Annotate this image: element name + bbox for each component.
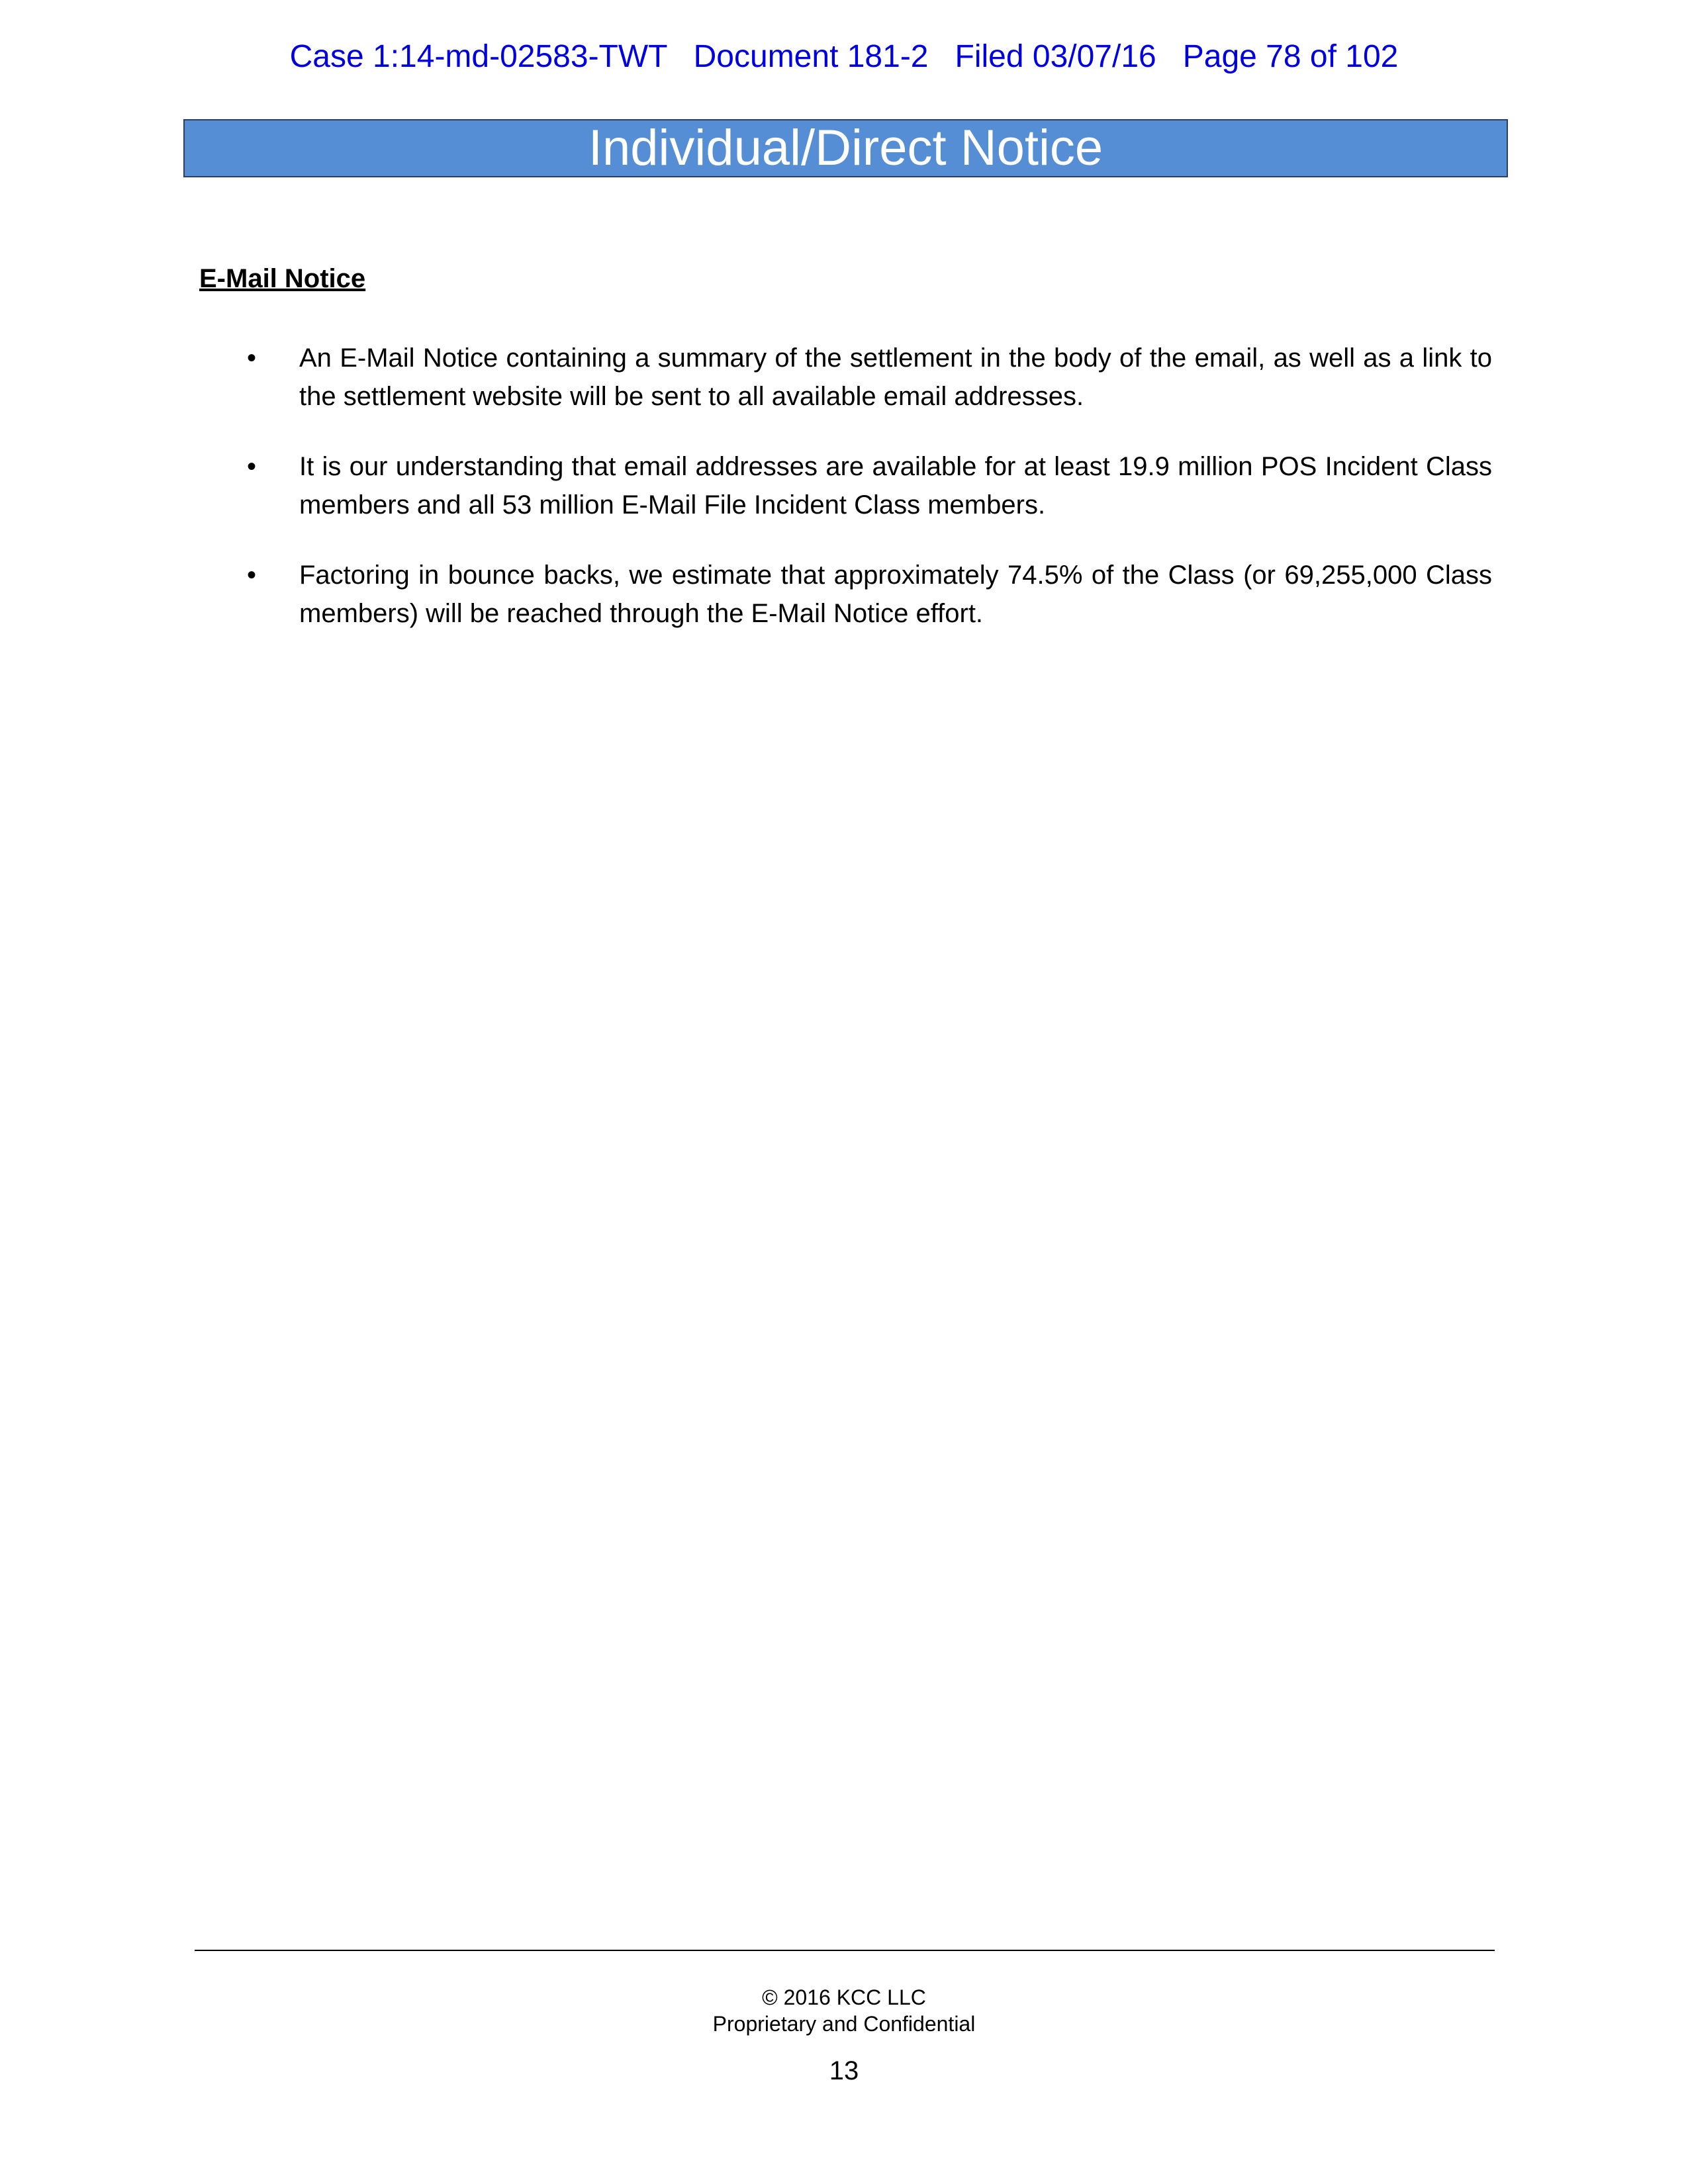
list-item xyxy=(245,447,1492,524)
bullet-icon: • xyxy=(247,452,257,481)
case-header-stamp: Case 1:14-md-02583-TWT Document 181-2 Filed 03/07/16 Page 78 of 102 xyxy=(289,39,1399,74)
title-banner: Individual/Direct Notice xyxy=(183,119,1508,177)
list-item-text: An E-Mail Notice containing a summary of the settlement in the body of the email, as well as a link to the settlement website will be sent to all available email addresses. xyxy=(299,343,1492,411)
footer-divider xyxy=(195,1950,1495,1951)
bullet-icon: • xyxy=(247,343,257,373)
footer-confidential: Proprietary and Confidential xyxy=(712,2012,976,2036)
footer-copyright: © 2016 KCC LLC xyxy=(762,1985,926,2009)
bullet-list xyxy=(245,339,1492,664)
list-item xyxy=(245,339,1492,416)
section-heading: E-Mail Notice xyxy=(199,264,366,293)
list-item-text: It is our understanding that email addresses are available for at least 19.9 million POS Incident Class members and all 53 million E-Mail File Incident Class members. xyxy=(299,452,1492,520)
page-number: 13 xyxy=(829,2056,859,2085)
list-item-text: Factoring in bounce backs, we estimate that approximately 74.5% of the Class (or 69,255,000 Class members) will be reached through the E-Mail Notice effort. xyxy=(299,561,1492,628)
bullet-icon: • xyxy=(247,561,257,590)
list-item xyxy=(245,556,1492,633)
